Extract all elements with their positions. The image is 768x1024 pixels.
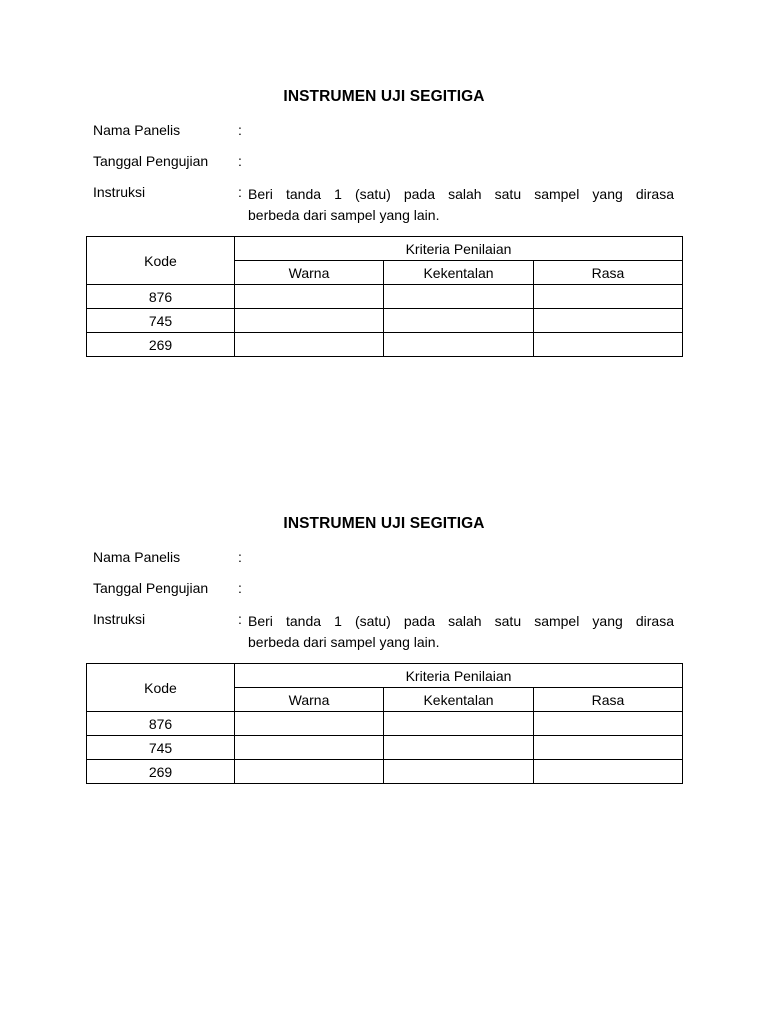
instruksi-label: Instruksi — [93, 184, 146, 200]
kode-cell: 269 — [87, 760, 235, 784]
form-title: INSTRUMEN UJI SEGITIGA — [283, 515, 485, 532]
rasa-header: Rasa — [534, 688, 683, 712]
kode-header: Kode — [87, 237, 235, 285]
table-row — [87, 285, 683, 309]
table-row — [87, 309, 683, 333]
warna-header: Warna — [235, 688, 384, 712]
kekentalan-cell[interactable] — [384, 333, 534, 357]
instruksi-colon: : — [238, 611, 242, 627]
tanggal-pengujian-label: Tanggal Pengujian — [93, 153, 209, 169]
kode-cell: 876 — [87, 285, 235, 309]
rasa-cell[interactable] — [534, 285, 683, 309]
kriteria-table — [86, 663, 683, 784]
table-header-row — [87, 237, 683, 261]
warna-cell[interactable] — [235, 760, 384, 784]
tanggal-pengujian-colon: : — [238, 153, 242, 169]
rasa-header: Rasa — [534, 261, 683, 285]
table-row — [87, 333, 683, 357]
kode-cell: 745 — [87, 736, 235, 760]
rasa-cell[interactable] — [534, 309, 683, 333]
instruksi-colon: : — [238, 184, 242, 200]
instruksi-line-1: Beri tanda 1 (satu) pada salah satu sampel yang dirasa — [248, 186, 674, 202]
kekentalan-cell[interactable] — [384, 712, 534, 736]
tanggal-pengujian-colon: : — [238, 580, 242, 596]
kode-cell: 745 — [87, 309, 235, 333]
kekentalan-cell[interactable] — [384, 285, 534, 309]
kriteria-table — [86, 236, 683, 357]
warna-cell[interactable] — [235, 285, 384, 309]
tanggal-pengujian-label: Tanggal Pengujian — [93, 580, 209, 596]
kriteria-penilaian-header: Kriteria Penilaian — [235, 237, 683, 261]
instruksi-text — [248, 611, 674, 653]
kode-cell: 876 — [87, 712, 235, 736]
nama-panelis-label: Nama Panelis — [93, 549, 181, 565]
nama-panelis-label: Nama Panelis — [93, 122, 181, 138]
form-1 — [0, 0, 768, 400]
warna-cell[interactable] — [235, 712, 384, 736]
warna-cell[interactable] — [235, 736, 384, 760]
kriteria-penilaian-header: Kriteria Penilaian — [235, 664, 683, 688]
instruksi-line-2: berbeda dari sampel yang lain. — [248, 207, 440, 223]
table-row — [87, 712, 683, 736]
rasa-cell[interactable] — [534, 333, 683, 357]
form-2 — [0, 427, 768, 827]
warna-header: Warna — [235, 261, 384, 285]
nama-panelis-colon: : — [238, 122, 242, 138]
kode-cell: 269 — [87, 333, 235, 357]
kekentalan-cell[interactable] — [384, 760, 534, 784]
form-title: INSTRUMEN UJI SEGITIGA — [283, 88, 485, 105]
rasa-cell[interactable] — [534, 712, 683, 736]
instruksi-line-2: berbeda dari sampel yang lain. — [248, 634, 440, 650]
instruksi-label: Instruksi — [93, 611, 146, 627]
kekentalan-cell[interactable] — [384, 309, 534, 333]
table-row — [87, 736, 683, 760]
table-header-row — [87, 664, 683, 688]
table-row — [87, 760, 683, 784]
rasa-cell[interactable] — [534, 736, 683, 760]
warna-cell[interactable] — [235, 309, 384, 333]
rasa-cell[interactable] — [534, 760, 683, 784]
kekentalan-cell[interactable] — [384, 736, 534, 760]
instruksi-line-1: Beri tanda 1 (satu) pada salah satu sampel yang dirasa — [248, 613, 674, 629]
kekentalan-header: Kekentalan — [384, 688, 534, 712]
instruksi-text — [248, 184, 674, 226]
nama-panelis-colon: : — [238, 549, 242, 565]
warna-cell[interactable] — [235, 333, 384, 357]
kekentalan-header: Kekentalan — [384, 261, 534, 285]
kode-header: Kode — [87, 664, 235, 712]
